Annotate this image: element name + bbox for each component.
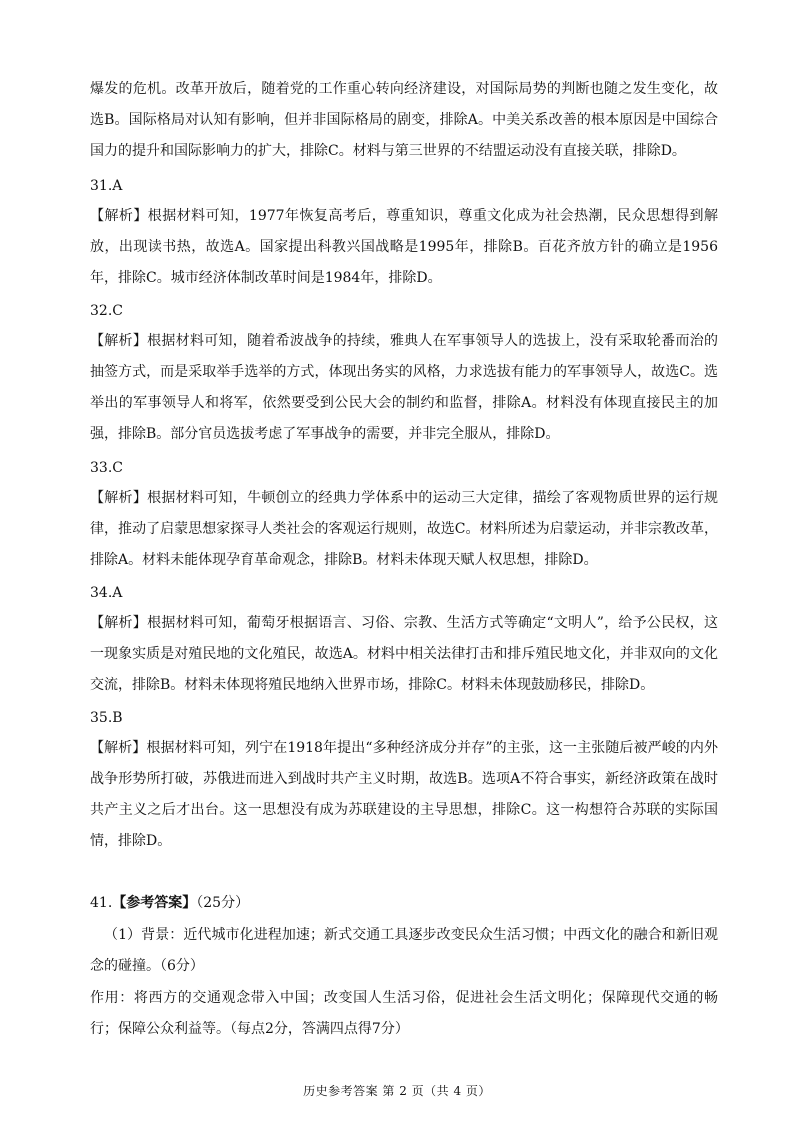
analysis-label: 【解析】 [90, 208, 148, 224]
analysis-34 [90, 608, 718, 701]
analysis-text: 根据材料可知，1977年恢复高考后，尊重知识，尊重文化成为社会热潮，民众思想得到解放，出现读书热，故选A。国家提出科教兴国战略是1995年，排除B。百花齐放方针的确立是1956年，排除C。城市经济体制改革时间是1984年，排除D。 [90, 208, 718, 286]
question-number-31: 31.A [90, 178, 123, 194]
score: （25分） [196, 895, 250, 911]
analysis-33 [90, 483, 718, 576]
q41-part1-function: 作用：将西方的交通观念带入中国；改变国人生活习俗，促进社会生活文明化；保障现代交通的畅行；保障公众利益等。（每点2分，答满四点得7分） [90, 990, 718, 1037]
analysis-label: 【解析】 [90, 333, 148, 349]
analysis-text: 根据材料可知，随着希波战争的持续，雅典人在军事领导人的选拔上，没有采取轮番而治的抽签方式，而是采取举手选举的方式，体现出务实的风格，力求选拔有能力的军事领导人，故选C。选举出的军事领导人和将军，依然要受到公民大会的制约和监督，排除A。材料没有体现直接民主的加强，排除B。部分官员选拔考虑了军事战争的需要，并非完全服从，排除D。 [90, 333, 719, 442]
background-text: （1）背景：近代城市化进程加速；新式交通工具逐步改变民众生活习惯；中西文化的融合和新旧观念的碰撞。（6分） [90, 927, 718, 974]
question-41-header [90, 888, 249, 919]
analysis-31 [90, 201, 718, 294]
q41-part1-background [90, 920, 718, 982]
analysis-text: 根据材料可知，葡萄牙根据语言、习俗、宗教、生活方式等确定“文明人”，给予公民权，这一现象实质是对殖民地的文化殖民，故选A。材料中相关法律打击和排斥殖民地文化，并非双向的文化交流，排除B。材料未体现将殖民地纳入世界市场，排除C。材料未体现鼓励移民，排除D。 [90, 615, 718, 693]
page-footer: 历史参考答案 第 2 页（共 4 页） [303, 1084, 491, 1098]
analysis-text: 根据材料可知，牛顿创立的经典力学体系中的运动三大定律，描绘了客观物质世界的运行规律，推动了启蒙思想家探寻人类社会的客观运行规则，故选C。材料所述为启蒙运动，并非宗教改革，排除A。材料未能体现孕育革命观念，排除B。材料未体现天赋人权思想，排除D。 [90, 490, 719, 568]
question-number-35: 35.B [90, 710, 123, 726]
analysis-32 [90, 326, 718, 450]
analysis-label: 【解析】 [90, 615, 148, 631]
analysis-35 [90, 733, 718, 857]
analysis-label: 【解析】 [90, 490, 148, 506]
analysis-text: 根据材料可知，列宁在1918年提出“多种经济成分并存”的主张，这一主张随后被严峻的内外战争形势所打破，苏俄进而进入到战时共产主义时期，故选B。选项A不符合事实，新经济政策在战时共产主义之后才出台。这一思想没有成为苏联建设的主导思想，排除C。这一构想符合苏联的实际国情，排除D。 [90, 740, 719, 849]
question-number-41: 41. [90, 895, 113, 911]
question-number-32: 32.C [90, 303, 123, 319]
analysis-label: 【解析】 [90, 740, 147, 756]
answer-label: 【参考答案】 [112, 895, 197, 911]
intro-paragraph: 爆发的危机。改革开放后，随着党的工作重心转向经济建设，对国际局势的判断也随之发生变化，故选B。国际格局对认知有影响，但并非国际格局的剧变，排除A。中美关系改善的根本原因是中国综合国力的提升和国际影响力的扩大，排除C。材料与第三世界的不结盟运动没有直接关联，排除D。 [90, 81, 718, 159]
question-number-33: 33.C [90, 460, 123, 476]
question-number-34: 34.A [90, 585, 123, 601]
